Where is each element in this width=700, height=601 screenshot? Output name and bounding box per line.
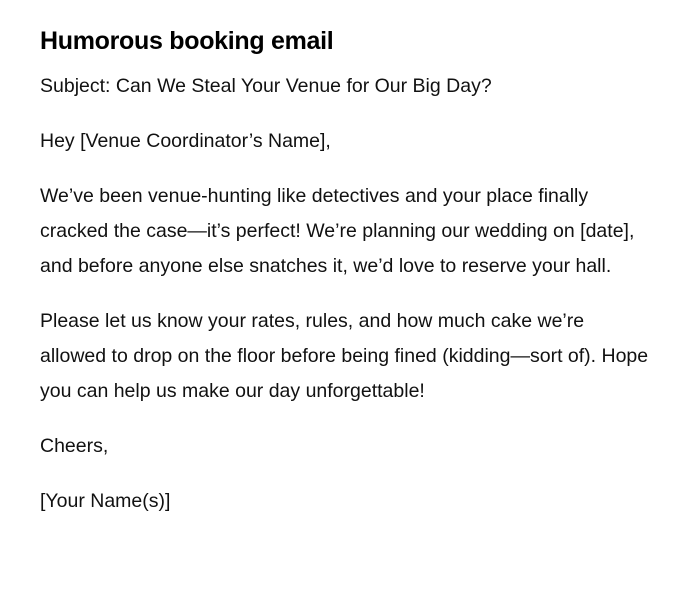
document-title: Humorous booking email [40,27,334,55]
email-subject-line: Subject: Can We Steal Your Venue for Our Big Day? [40,75,492,97]
email-greeting: Hey [Venue Coordinator’s Name], [40,130,331,152]
email-sign-off: Cheers, [40,435,109,457]
email-signature: [Your Name(s)] [40,490,171,512]
email-body-paragraph: Please let us know your rates, rules, and how much cake we’re allowed to drop on the floor before being fined (kidding—sort of). Hope you can help us make our day unforgettable! [40,310,649,402]
email-document [40,22,652,539]
email-body-paragraph: We’ve been venue-hunting like detectives and your place finally cracked the case—it’s perfect! We’re planning our wedding on [date], and before anyone else snatches it, we’d love to reserve your hall. [40,185,635,277]
